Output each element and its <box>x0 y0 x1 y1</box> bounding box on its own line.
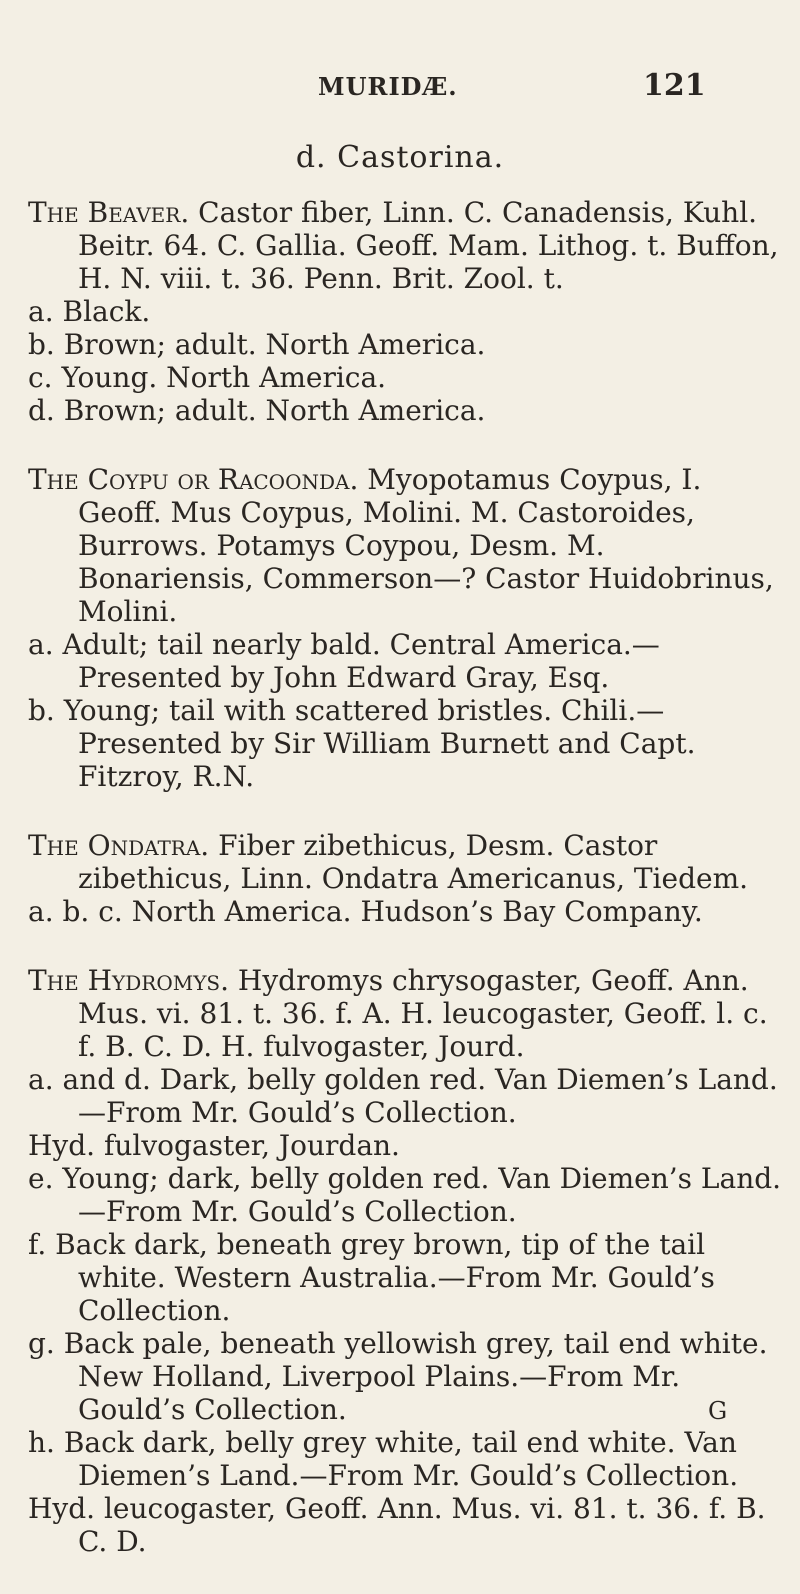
entry-synonymy: Castor fiber, Linn. C. Canadensis, Kuhl. Beitr. 64. C. Gallia. Geoff. Mam. Lithog. t. Buffon, H. N. viii. t. 36. Penn. Brit. Zool. t. <box>78 196 779 295</box>
main-content <box>28 196 784 1594</box>
entry-head <box>28 196 784 295</box>
list-item: a. Adult; tail nearly bald. Central America.—Presented by John Edward Gray, Esq. <box>28 628 660 694</box>
entry-beaver <box>28 196 784 427</box>
entry-head <box>28 829 784 895</box>
section-title: d. Castorina. <box>295 140 505 175</box>
list-item: b. Young; tail with scattered bristles. Chili.—Presented by Sir William Burnett and Capt. Fitzroy, R.N. <box>28 694 696 793</box>
list-item: a. b. c. North America. Hudson’s Bay Company. <box>28 895 703 928</box>
list-item: d. Brown; adult. North America. <box>28 394 486 427</box>
entry-name: The Ondatra. <box>28 829 210 862</box>
list-item: h. Back dark, belly grey white, tail end white. Van Diemen’s Land.—From Mr. Gould’s Collection. <box>28 1426 739 1492</box>
entry-head <box>28 463 784 628</box>
entry-name: The Coypu or Racoonda. <box>28 463 359 496</box>
entry-synonymy: Hydromys chrysogaster, Geoff. Ann. Mus. vi. 81. t. 36. f. A. H. leucogaster, Geoff. l. c. f. B. C. D. H. fulvogaster, Jourd. <box>78 964 768 1063</box>
entry-ondatra <box>28 829 784 928</box>
list-item: e. Young; dark, belly golden red. Van Diemen’s Land. —From Mr. Gould’s Collection. <box>28 1162 782 1228</box>
signature-mark: G <box>708 1397 728 1425</box>
entry-name: The Beaver. <box>28 196 190 229</box>
list-item: a. and d. Dark, belly golden red. Van Diemen’s Land. —From Mr. Gould’s Collection. <box>28 1063 778 1129</box>
list-item: b. Brown; adult. North America. <box>28 328 486 361</box>
page-number: 121 <box>643 68 706 103</box>
entry-hydromys <box>28 964 784 1558</box>
entry-synonymy: Myopotamus Coypus, I. Geoff. Mus Coypus, Molini. M. Castoroides, Burrows. Potamys Coypou, Desm. M. Bonariensis, Commerson—? Castor Huidobrinus, Molini. <box>78 463 774 628</box>
list-item: f. Back dark, beneath grey brown, tip of the tail white. Western Australia.—From Mr. Gould’s Collection. <box>28 1228 715 1327</box>
entry-name: The Hydromys. <box>28 964 230 997</box>
running-head: MURIDÆ. <box>318 72 458 101</box>
list-item: g. Back pale, beneath yellowish grey, tail end white. New Holland, Liverpool Plains.—From Mr. Gould’s Collection. <box>28 1327 768 1426</box>
list-item: a. Black. <box>28 295 151 328</box>
list-item: Hyd. leucogaster, Geoff. Ann. Mus. vi. 81. t. 36. f. B. C. D. <box>28 1492 766 1558</box>
entry-synonymy: Fiber zibethicus, Desm. Castor zibethicus, Linn. Ondatra Americanus, Tiedem. <box>78 829 749 895</box>
entry-head <box>28 964 784 1063</box>
list-item: Hyd. fulvogaster, Jourdan. <box>28 1129 400 1162</box>
entry-coypu <box>28 463 784 793</box>
list-item: c. Young. North America. <box>28 361 387 394</box>
page-header <box>0 68 800 112</box>
